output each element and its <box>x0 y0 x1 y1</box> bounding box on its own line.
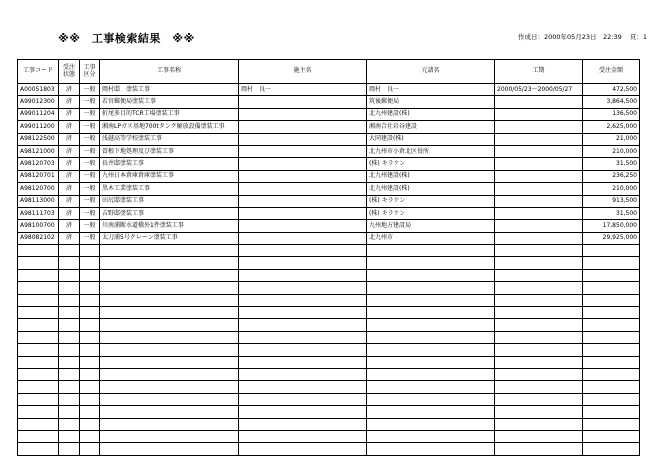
empty-cell <box>367 294 495 306</box>
empty-row <box>18 282 640 294</box>
cell-period <box>495 183 583 195</box>
cell-owner <box>239 232 367 244</box>
cell-status: 済 <box>59 158 80 170</box>
created-date: 作成日：2000年05月23日 22:39 <box>517 33 622 41</box>
cell-status: 済 <box>59 121 80 133</box>
empty-cell <box>59 381 80 393</box>
empty-cell <box>100 393 239 405</box>
empty-cell <box>495 307 583 319</box>
empty-cell <box>59 269 80 281</box>
empty-cell <box>18 307 59 319</box>
empty-cell <box>18 282 59 294</box>
cell-status: 済 <box>59 170 80 182</box>
cell-code: A99012300 <box>18 96 59 108</box>
table-row <box>18 158 640 170</box>
cell-name: 曽根下地処理及び塗装工事 <box>100 145 239 157</box>
empty-cell <box>18 319 59 331</box>
cell-contractor: 北九州建設(株) <box>367 183 495 195</box>
empty-cell <box>239 331 367 343</box>
empty-cell <box>100 443 239 455</box>
empty-cell <box>100 269 239 281</box>
empty-cell <box>59 418 80 430</box>
empty-cell <box>59 344 80 356</box>
empty-cell <box>495 418 583 430</box>
cell-name: 黒木工業塗装工事 <box>100 183 239 195</box>
cell-period <box>495 133 583 145</box>
empty-cell <box>495 319 583 331</box>
cell-category: 一般 <box>80 108 100 120</box>
empty-row <box>18 430 640 442</box>
cell-amount: 3,864,500 <box>583 96 640 108</box>
table-row <box>18 207 640 219</box>
empty-cell <box>100 406 239 418</box>
empty-row <box>18 368 640 380</box>
empty-cell <box>495 381 583 393</box>
empty-cell <box>100 257 239 269</box>
cell-period <box>495 108 583 120</box>
table-row <box>18 108 640 120</box>
empty-cell <box>239 418 367 430</box>
empty-cell <box>495 356 583 368</box>
empty-cell <box>18 368 59 380</box>
empty-cell <box>367 443 495 455</box>
empty-cell <box>100 245 239 257</box>
empty-cell <box>495 294 583 306</box>
table-row <box>18 232 640 244</box>
empty-cell <box>367 282 495 294</box>
empty-cell <box>495 406 583 418</box>
col-header-contractor: 元請名 <box>367 60 495 84</box>
empty-cell <box>367 418 495 430</box>
cell-owner: 岡村 良一 <box>239 84 367 96</box>
empty-cell <box>583 381 640 393</box>
empty-cell <box>59 430 80 442</box>
cell-name: 湘南LPガス基地700tタンク解放設備塗装工事 <box>100 121 239 133</box>
cell-contractor: 湘南合社岩谷建設 <box>367 121 495 133</box>
empty-cell <box>18 294 59 306</box>
empty-cell <box>367 319 495 331</box>
cell-code: A00051803 <box>18 84 59 96</box>
empty-cell <box>495 331 583 343</box>
empty-cell <box>80 294 100 306</box>
col-header-code: 工事コード <box>18 60 59 84</box>
cell-name: 川南浦断水道橋外1件塗装工事 <box>100 220 239 232</box>
empty-cell <box>18 418 59 430</box>
empty-cell <box>495 344 583 356</box>
empty-cell <box>80 344 100 356</box>
empty-cell <box>583 368 640 380</box>
empty-row <box>18 294 640 306</box>
cell-code: A98120700 <box>18 183 59 195</box>
empty-cell <box>59 257 80 269</box>
empty-cell <box>100 418 239 430</box>
empty-cell <box>367 368 495 380</box>
cell-amount: 2,625,000 <box>583 121 640 133</box>
cell-period <box>495 96 583 108</box>
empty-cell <box>80 356 100 368</box>
empty-row <box>18 356 640 368</box>
cell-period <box>495 195 583 207</box>
empty-cell <box>239 430 367 442</box>
empty-cell <box>367 344 495 356</box>
cell-category: 一般 <box>80 207 100 219</box>
empty-cell <box>495 257 583 269</box>
cell-amount: 913,500 <box>583 195 640 207</box>
empty-cell <box>583 331 640 343</box>
cell-amount: 31,500 <box>583 158 640 170</box>
cell-amount: 472,500 <box>583 84 640 96</box>
empty-cell <box>59 443 80 455</box>
empty-cell <box>239 443 367 455</box>
empty-cell <box>367 406 495 418</box>
cell-status: 済 <box>59 108 80 120</box>
empty-cell <box>80 430 100 442</box>
table-row <box>18 145 640 157</box>
empty-cell <box>367 307 495 319</box>
empty-cell <box>583 393 640 405</box>
empty-cell <box>18 245 59 257</box>
cell-code: A98122500 <box>18 133 59 145</box>
empty-cell <box>80 381 100 393</box>
page-number: 頁：1 <box>629 33 647 41</box>
cell-contractor: (株) キラケン <box>367 158 495 170</box>
empty-cell <box>367 430 495 442</box>
empty-cell <box>495 393 583 405</box>
cell-amount: 29,925,000 <box>583 232 640 244</box>
cell-contractor: 筑後郵便局 <box>367 96 495 108</box>
empty-cell <box>367 356 495 368</box>
empty-cell <box>59 393 80 405</box>
col-header-period: 工期 <box>495 60 583 84</box>
cell-owner <box>239 195 367 207</box>
empty-cell <box>239 381 367 393</box>
cell-contractor: 岡村 良一 <box>367 84 495 96</box>
empty-cell <box>59 356 80 368</box>
cell-name: 太刀浦5号クレーン塗装工事 <box>100 232 239 244</box>
empty-cell <box>18 430 59 442</box>
empty-cell <box>100 319 239 331</box>
cell-code: A98082102 <box>18 232 59 244</box>
empty-cell <box>367 269 495 281</box>
cell-amount: 210,000 <box>583 145 640 157</box>
cell-contractor: 北九州市小倉北区役所 <box>367 145 495 157</box>
empty-cell <box>583 418 640 430</box>
empty-row <box>18 443 640 455</box>
empty-cell <box>239 356 367 368</box>
empty-cell <box>239 307 367 319</box>
empty-row <box>18 307 640 319</box>
empty-cell <box>80 282 100 294</box>
empty-cell <box>59 307 80 319</box>
cell-owner <box>239 96 367 108</box>
cell-code: A98113000 <box>18 195 59 207</box>
empty-cell <box>59 245 80 257</box>
cell-category: 一般 <box>80 133 100 145</box>
empty-cell <box>239 319 367 331</box>
cell-code: A98120701 <box>18 170 59 182</box>
empty-cell <box>495 269 583 281</box>
empty-cell <box>80 269 100 281</box>
empty-cell <box>367 257 495 269</box>
empty-cell <box>367 331 495 343</box>
cell-category: 一般 <box>80 158 100 170</box>
empty-cell <box>18 381 59 393</box>
cell-period: 2000/05/23～2000/05/27 <box>495 84 583 96</box>
cell-amount: 136,500 <box>583 108 640 120</box>
empty-cell <box>495 443 583 455</box>
col-header-amount: 受注金額 <box>583 60 640 84</box>
cell-code: A98120703 <box>18 158 59 170</box>
empty-cell <box>18 406 59 418</box>
cell-period <box>495 170 583 182</box>
empty-cell <box>583 443 640 455</box>
cell-category: 一般 <box>80 183 100 195</box>
cell-code: A99011204 <box>18 108 59 120</box>
empty-cell <box>495 282 583 294</box>
cell-amount: 17,850,000 <box>583 220 640 232</box>
cell-period <box>495 232 583 244</box>
empty-cell <box>59 319 80 331</box>
empty-row <box>18 257 640 269</box>
table-row <box>18 96 640 108</box>
table-row <box>18 220 640 232</box>
table-row <box>18 133 640 145</box>
cell-contractor: 大同建設(株) <box>367 133 495 145</box>
empty-cell <box>80 331 100 343</box>
empty-cell <box>59 282 80 294</box>
cell-period <box>495 121 583 133</box>
cell-category: 一般 <box>80 170 100 182</box>
empty-cell <box>80 406 100 418</box>
empty-row <box>18 245 640 257</box>
empty-row <box>18 344 640 356</box>
empty-row <box>18 269 640 281</box>
cell-category: 一般 <box>80 232 100 244</box>
empty-cell <box>495 245 583 257</box>
col-header-status: 受注状態 <box>59 60 80 84</box>
empty-row <box>18 393 640 405</box>
cell-category: 一般 <box>80 121 100 133</box>
cell-owner <box>239 133 367 145</box>
table-row <box>18 170 640 182</box>
empty-cell <box>80 319 100 331</box>
cell-contractor: (株) キラケン <box>367 207 495 219</box>
empty-cell <box>239 257 367 269</box>
empty-cell <box>495 430 583 442</box>
empty-cell <box>239 368 367 380</box>
cell-code: A98121000 <box>18 145 59 157</box>
cell-name: 若宮郵便局塗装工事 <box>100 96 239 108</box>
table-row <box>18 183 640 195</box>
cell-owner <box>239 145 367 157</box>
empty-row <box>18 331 640 343</box>
empty-cell <box>583 430 640 442</box>
empty-cell <box>100 307 239 319</box>
report-meta <box>512 32 647 41</box>
empty-cell <box>80 418 100 430</box>
cell-owner <box>239 121 367 133</box>
cell-category: 一般 <box>80 195 100 207</box>
cell-contractor: 九州地方建設局 <box>367 220 495 232</box>
empty-cell <box>100 331 239 343</box>
cell-status: 済 <box>59 232 80 244</box>
cell-period <box>495 145 583 157</box>
empty-cell <box>583 344 640 356</box>
cell-owner <box>239 183 367 195</box>
cell-code: A99011200 <box>18 121 59 133</box>
empty-row <box>18 381 640 393</box>
table-row <box>18 84 640 96</box>
cell-name: 折尾多目的TCR工場塗装工事 <box>100 108 239 120</box>
empty-cell <box>239 269 367 281</box>
empty-cell <box>59 368 80 380</box>
cell-period <box>495 158 583 170</box>
col-header-category: 工事区分 <box>80 60 100 84</box>
empty-cell <box>239 406 367 418</box>
cell-category: 一般 <box>80 145 100 157</box>
cell-amount: 21,000 <box>583 133 640 145</box>
empty-cell <box>100 381 239 393</box>
cell-period <box>495 220 583 232</box>
empty-cell <box>239 282 367 294</box>
cell-status: 済 <box>59 145 80 157</box>
empty-row <box>18 319 640 331</box>
cell-amount: 210,000 <box>583 183 640 195</box>
report-title: ※※ 工事検索結果 ※※ <box>58 32 195 45</box>
empty-cell <box>239 344 367 356</box>
empty-cell <box>59 406 80 418</box>
empty-cell <box>583 294 640 306</box>
cell-name: 長井邸塗装工事 <box>100 158 239 170</box>
empty-cell <box>18 443 59 455</box>
empty-cell <box>583 319 640 331</box>
empty-cell <box>583 257 640 269</box>
empty-cell <box>100 282 239 294</box>
empty-cell <box>80 443 100 455</box>
cell-category: 一般 <box>80 84 100 96</box>
cell-amount: 31,500 <box>583 207 640 219</box>
cell-owner <box>239 108 367 120</box>
col-header-name: 工事名称 <box>100 60 239 84</box>
cell-owner <box>239 207 367 219</box>
empty-cell <box>239 294 367 306</box>
empty-cell <box>583 282 640 294</box>
empty-cell <box>100 368 239 380</box>
empty-cell <box>80 245 100 257</box>
cell-status: 済 <box>59 195 80 207</box>
empty-cell <box>495 368 583 380</box>
cell-period <box>495 207 583 219</box>
empty-cell <box>59 294 80 306</box>
empty-row <box>18 418 640 430</box>
empty-cell <box>80 307 100 319</box>
cell-status: 済 <box>59 220 80 232</box>
empty-cell <box>583 406 640 418</box>
empty-cell <box>367 381 495 393</box>
empty-cell <box>583 307 640 319</box>
empty-cell <box>100 294 239 306</box>
empty-cell <box>367 393 495 405</box>
empty-cell <box>80 368 100 380</box>
empty-cell <box>80 393 100 405</box>
empty-cell <box>18 344 59 356</box>
header-row <box>18 60 640 84</box>
cell-name: 田尻邸塗装工事 <box>100 195 239 207</box>
empty-cell <box>239 245 367 257</box>
empty-cell <box>583 245 640 257</box>
empty-cell <box>18 269 59 281</box>
empty-cell <box>100 344 239 356</box>
empty-cell <box>367 245 495 257</box>
cell-name: 吉野邸塗装工事 <box>100 207 239 219</box>
cell-name: 九州日本倉庫倉庫塗装工事 <box>100 170 239 182</box>
cell-owner <box>239 158 367 170</box>
cell-contractor: (株) キラケン <box>367 195 495 207</box>
cell-status: 済 <box>59 183 80 195</box>
table-row <box>18 121 640 133</box>
cell-category: 一般 <box>80 220 100 232</box>
cell-contractor: 北九州建設(株) <box>367 108 495 120</box>
empty-cell <box>239 393 367 405</box>
cell-contractor: 北九州市 <box>367 232 495 244</box>
empty-cell <box>583 269 640 281</box>
empty-cell <box>59 331 80 343</box>
cell-status: 済 <box>59 133 80 145</box>
cell-amount: 236,250 <box>583 170 640 182</box>
empty-cell <box>80 257 100 269</box>
table-row <box>18 195 640 207</box>
cell-category: 一般 <box>80 96 100 108</box>
col-header-owner: 施主名 <box>239 60 367 84</box>
empty-cell <box>18 356 59 368</box>
empty-cell <box>100 356 239 368</box>
empty-row <box>18 406 640 418</box>
results-table <box>17 59 640 456</box>
cell-contractor: 北九州建設(株) <box>367 170 495 182</box>
empty-cell <box>18 393 59 405</box>
empty-cell <box>18 331 59 343</box>
cell-code: A98111703 <box>18 207 59 219</box>
empty-cell <box>583 356 640 368</box>
cell-code: A98100700 <box>18 220 59 232</box>
cell-name: 浅越高等学校塗装工事 <box>100 133 239 145</box>
cell-owner <box>239 220 367 232</box>
cell-status: 済 <box>59 96 80 108</box>
cell-status: 済 <box>59 84 80 96</box>
cell-name: 岡村邸 塗装工事 <box>100 84 239 96</box>
empty-cell <box>100 430 239 442</box>
cell-owner <box>239 170 367 182</box>
empty-cell <box>18 257 59 269</box>
cell-status: 済 <box>59 207 80 219</box>
